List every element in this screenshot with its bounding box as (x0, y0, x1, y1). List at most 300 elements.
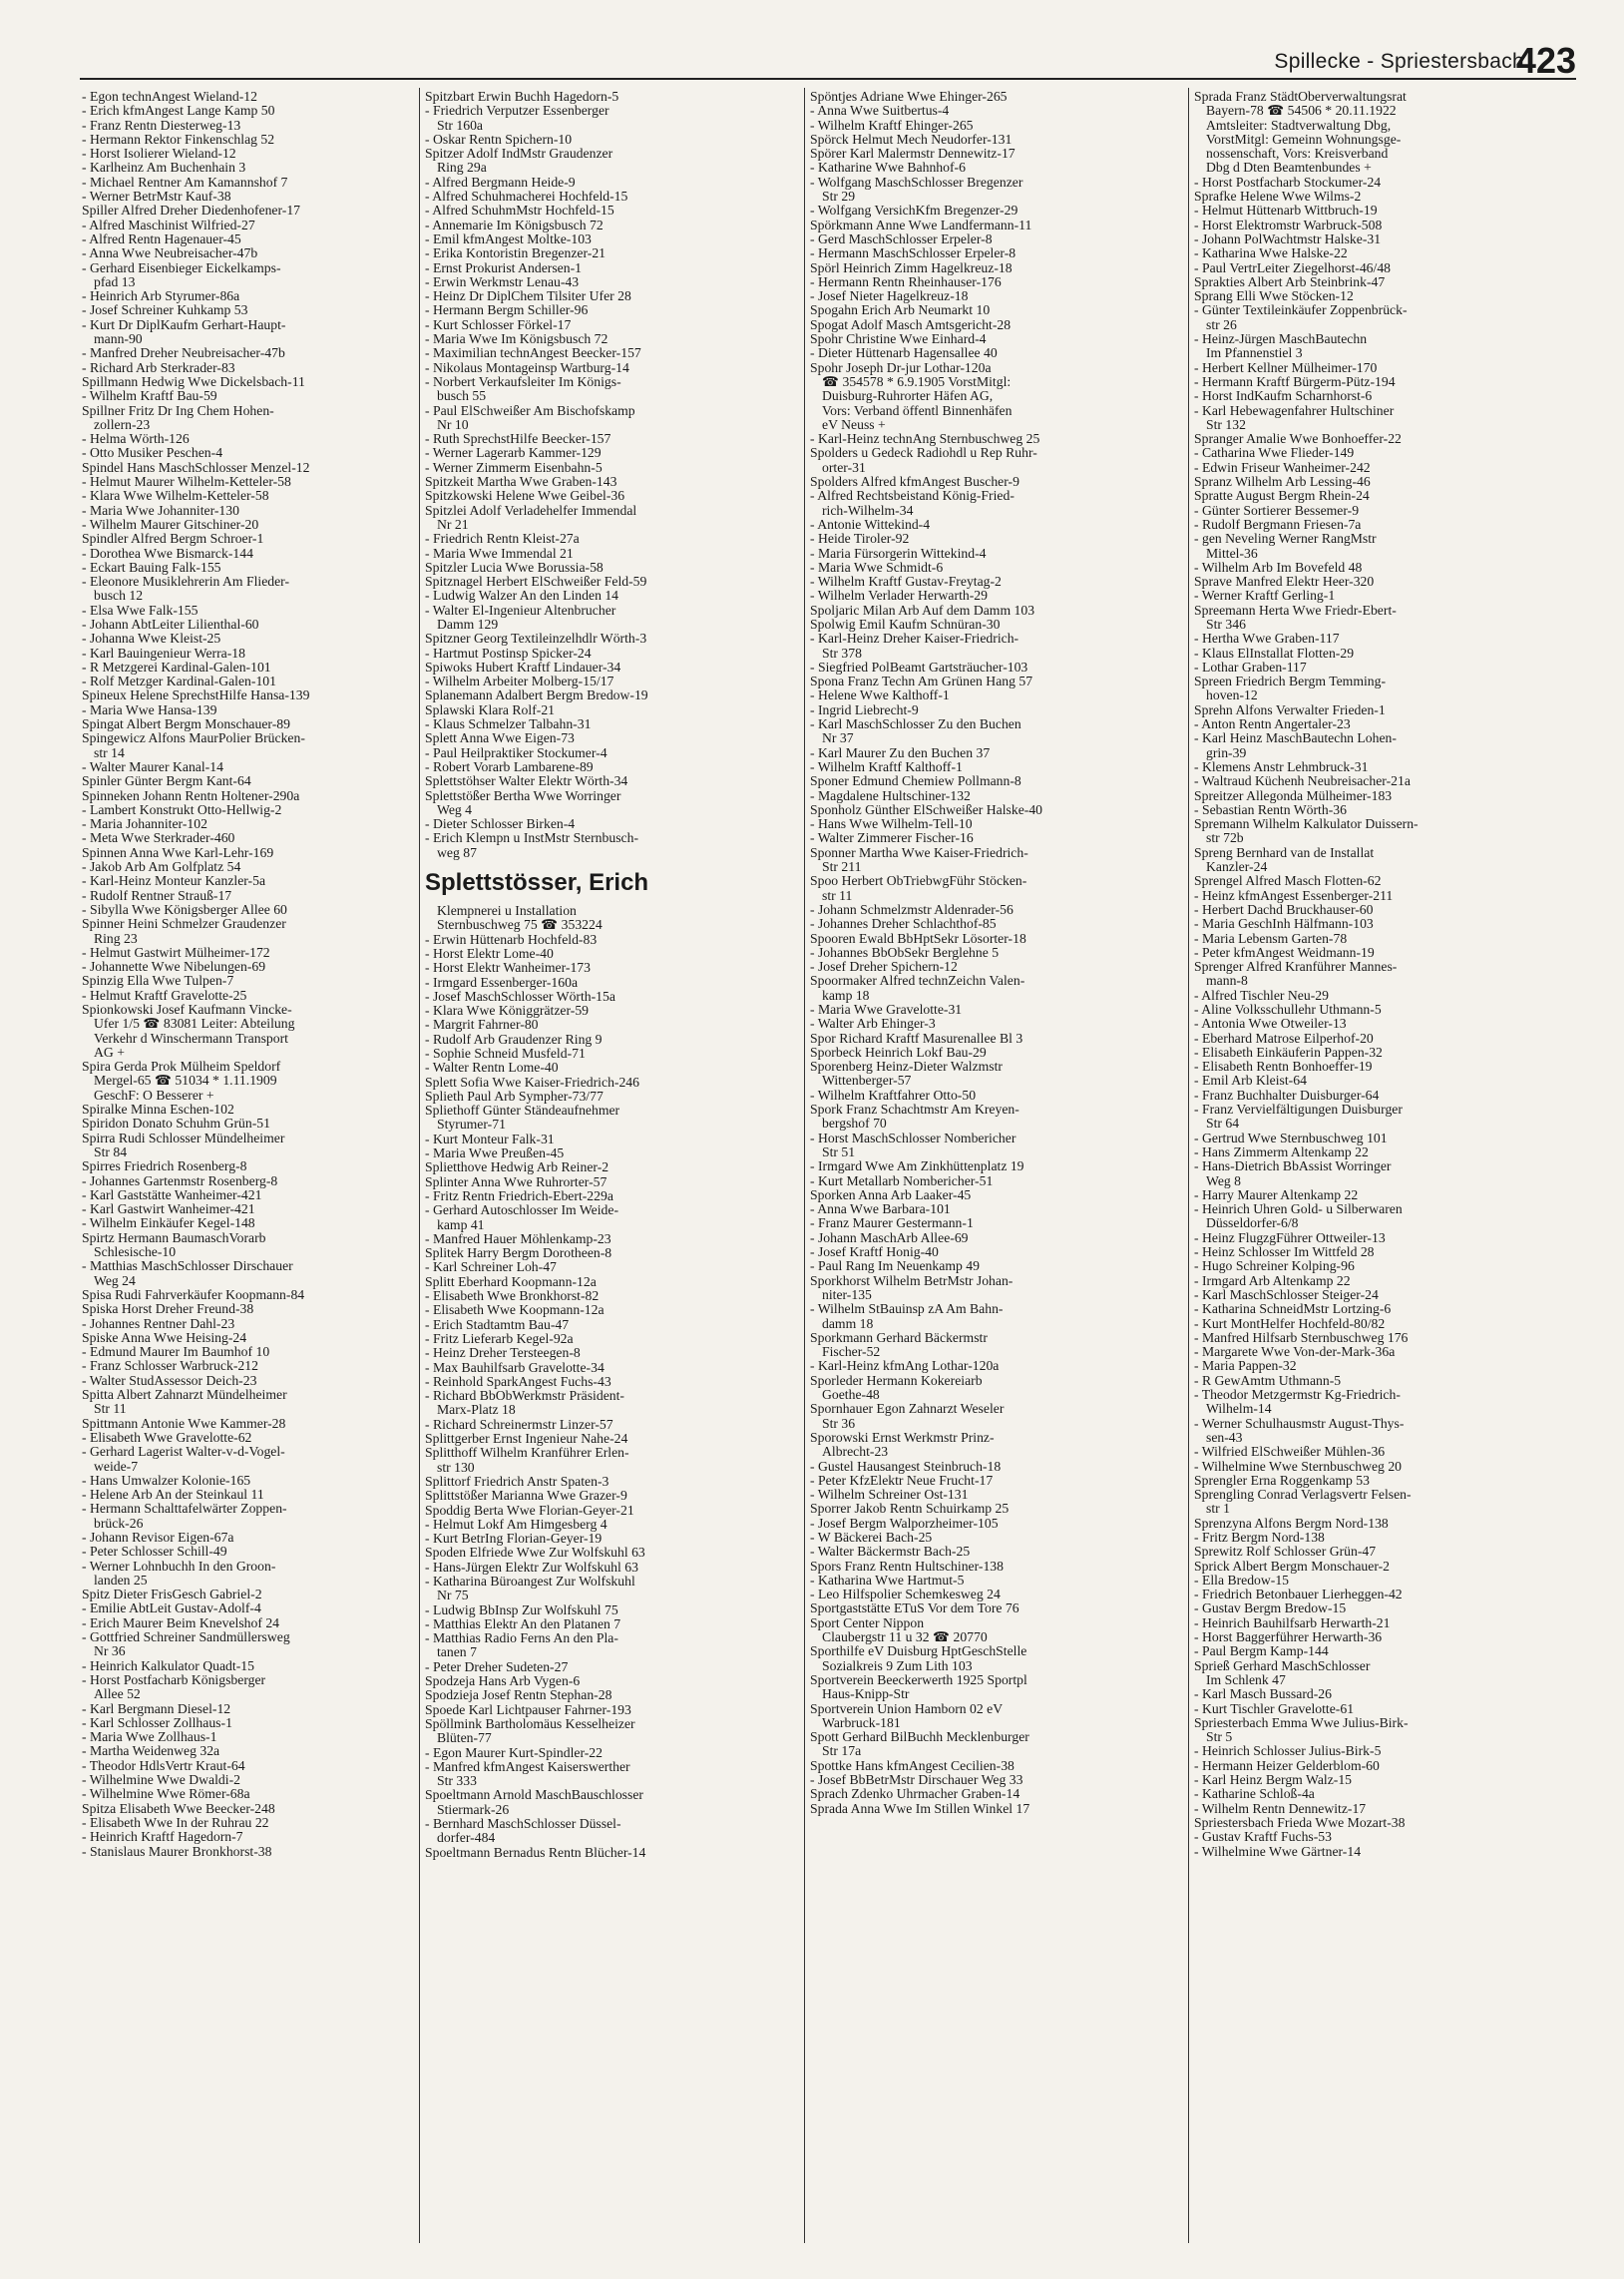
entry-continuation: Nr 37 (822, 731, 854, 746)
directory-entry: - Karl Heinz MaschBautechn Lohen- (1194, 731, 1397, 746)
entry-continuation: Allee 52 (94, 1687, 141, 1702)
directory-entry: - Elisabeth Einkäuferin Pappen-32 (1194, 1045, 1383, 1060)
running-title: Spillecke - Spriestersbach (1274, 50, 1524, 73)
directory-entry: Sprada Anna Wwe Im Stillen Winkel 17 (810, 1801, 1030, 1816)
directory-entry: - Wilhelmine Wwe Sternbuschweg 20 (1194, 1459, 1403, 1474)
directory-entry: - Eckart Bauing Falk-155 (82, 560, 221, 575)
directory-entry: - Edmund Maurer Im Baumhof 10 (82, 1345, 270, 1360)
directory-entry: - Walter Maurer Kanal-14 (82, 759, 223, 774)
directory-entry: - Peter Schlosser Schill-49 (82, 1545, 227, 1560)
directory-entry: - Nikolaus Montageinsp Wartburg-14 (425, 360, 629, 375)
entry-continuation: mann-8 (1206, 974, 1248, 989)
directory-entry: Splitt Eberhard Koopmann-12a (425, 1274, 597, 1289)
directory-entry: Sprenger Alfred Kranführer Mannes- (1194, 960, 1398, 975)
directory-entry: Spoormaker Alfred technZeichn Valen- (810, 974, 1025, 989)
directory-entry: - Karl-Heinz Dreher Kaiser-Friedrich- (810, 632, 1019, 647)
directory-entry: Spoddig Berta Wwe Florian-Geyer-21 (425, 1503, 634, 1518)
directory-entry: Splitek Harry Bergm Dorotheen-8 (425, 1246, 612, 1261)
entry-continuation: Vors: Verband öffentl Binnenhäfen (822, 403, 1013, 418)
directory-entry: - Herbert Dachd Bruckhauser-60 (1194, 902, 1374, 917)
directory-entry: - Wilhelm StBauinsp zA Am Bahn- (810, 1302, 1004, 1317)
directory-entry: - Maria Johanniter-102 (82, 817, 207, 832)
directory-entry: - Rudolf Rentner Strauß-17 (82, 888, 232, 903)
directory-entry: Sprach Zdenko Uhrmacher Graben-14 (810, 1787, 1020, 1802)
directory-entry: - Wilhelm Verlader Herwarth-29 (810, 589, 988, 604)
directory-entry: Sporbeck Heinrich Lokf Bau-29 (810, 1045, 987, 1060)
directory-entry: - Heinrich Schlosser Julius-Birk-5 (1194, 1744, 1382, 1759)
directory-entry: - Heinrich Kraftf Hagedorn-7 (82, 1830, 243, 1845)
directory-entry: - Jakob Arb Am Golfplatz 54 (82, 860, 241, 875)
directory-entry: - Wilhelm Kraftf Gustav-Freytag-2 (810, 575, 1002, 590)
directory-entry: Spona Franz Techn Am Grünen Hang 57 (810, 675, 1033, 689)
directory-entry: - Erwin Werkmstr Lenau-43 (425, 274, 580, 289)
directory-entry: Spooren Ewald BbHptSekr Lösorter-18 (810, 931, 1026, 946)
directory-entry: - Sibylla Wwe Königsberger Allee 60 (82, 902, 287, 917)
directory-entry: Spitzner Georg Textileinzelhdlr Wörth-3 (425, 632, 647, 647)
directory-entry: - Siegfried PolBeamt Gartsträucher-103 (810, 660, 1028, 675)
directory-entry: - Alfred Maschinist Wilfried-27 (82, 218, 255, 232)
directory-entry: Splettstöhser Walter Elektr Wörth-34 (425, 774, 628, 789)
entry-continuation: Amtsleiter: Stadtverwaltung Dbg, (1206, 118, 1392, 133)
directory-entry: - Maria Wwe Johanniter-130 (82, 503, 239, 518)
directory-entry: - Gerhard Lagerist Walter-v-d-Vogel- (82, 1445, 285, 1460)
directory-entry: - Paul Heilpraktiker Stockumer-4 (425, 745, 608, 760)
directory-entry: Sponer Edmund Chemiew Pollmann-8 (810, 774, 1021, 789)
directory-entry: Sprenzyna Alfons Bergm Nord-138 (1194, 1516, 1389, 1531)
directory-entry: - Irmgard Essenberger-160a (425, 975, 579, 990)
entry-continuation: Blüten-77 (437, 1731, 492, 1746)
directory-entry: - Ludwig Walzer An den Linden 14 (425, 589, 619, 604)
directory-column-3 (810, 90, 1193, 2250)
entry-continuation: Albrecht-23 (822, 1445, 889, 1460)
directory-entry: Spinzig Ella Wwe Tulpen-7 (82, 974, 234, 989)
directory-entry: Spohr Joseph Dr-jur Lothar-120a (810, 360, 992, 375)
directory-entry: - Margarete Wwe Von-der-Mark-36a (1194, 1345, 1396, 1360)
directory-entry: - Johannes Gartenmstr Rosenberg-8 (82, 1173, 278, 1188)
directory-entry: - Helmut Gastwirt Mülheimer-172 (82, 945, 270, 960)
directory-entry: - Erich Stadtamtm Bau-47 (425, 1317, 570, 1332)
directory-entry: Spriestersbach Frieda Wwe Mozart-38 (1194, 1815, 1406, 1830)
page-header (0, 0, 1624, 80)
directory-entry: Spirra Rudi Schlosser Mündelheimer (82, 1131, 285, 1145)
directory-entry: Sporleder Hermann Kokereiarb (810, 1373, 983, 1388)
directory-entry: Spreen Friedrich Bergm Temming- (1194, 675, 1387, 689)
directory-entry: Sportgaststätte ETuS Vor dem Tore 76 (810, 1601, 1019, 1616)
entry-continuation: Styrumer-71 (437, 1118, 506, 1133)
directory-entry: Spillmann Hedwig Wwe Dickelsbach-11 (82, 374, 305, 389)
entry-continuation: Str 346 (1206, 617, 1246, 632)
directory-entry: Spolwig Emil Kaufm Schnüran-30 (810, 617, 1001, 632)
directory-entry: Spoo Herbert ObTriebwgFühr Stöcken- (810, 874, 1027, 889)
entry-continuation: str 11 (822, 888, 853, 903)
directory-entry: Spoljaric Milan Arb Auf dem Damm 103 (810, 603, 1035, 618)
directory-entry: Splittstößer Marianna Wwe Grazer-9 (425, 1489, 627, 1504)
directory-entry: Spitz Dieter FrisGesch Gabriel-2 (82, 1588, 262, 1602)
directory-entry: - Josef Dreher Spichern-12 (810, 960, 958, 975)
directory-entry: Spork Franz Schachtmstr Am Kreyen- (810, 1103, 1019, 1118)
directory-entry: - Kurt Metallarb Nombericher-51 (810, 1173, 994, 1188)
entry-continuation: Str 29 (822, 190, 856, 205)
directory-entry: - Horst Baggerführer Herwarth-36 (1194, 1630, 1383, 1645)
entry-continuation: Mittel-36 (1206, 546, 1258, 561)
directory-entry: - Werner Kraftf Gerling-1 (1194, 589, 1336, 604)
directory-entry: Spingat Albert Bergm Monschauer-89 (82, 717, 290, 732)
directory-entry: - Karlheinz Am Buchenhain 3 (82, 161, 246, 176)
directory-entry: Spitzkowski Helene Wwe Geibel-36 (425, 489, 625, 504)
directory-entry: - Walter Arb Ehinger-3 (810, 1017, 936, 1032)
directory-entry: - Herbert Kellner Mülheimer-170 (1194, 360, 1378, 375)
entry-continuation: Str 84 (94, 1144, 128, 1159)
directory-entry: - Ernst Prokurist Andersen-1 (425, 260, 583, 275)
entry-continuation: Düsseldorfer-6/8 (1206, 1216, 1299, 1231)
entry-continuation: ☎ 354578 * 6.9.1905 VorstMitgl: (822, 374, 1012, 389)
directory-entry: - Walter Bäckermstr Bach-25 (810, 1545, 971, 1560)
directory-entry: Spodzieja Josef Rentn Stephan-28 (425, 1688, 612, 1703)
directory-entry: - Erich Maurer Beim Knevelshof 24 (82, 1615, 280, 1630)
entry-continuation: nossenschaft, Vors: Kreisverband (1206, 147, 1389, 162)
directory-entry: Spliethoff Günter Ständeaufnehmer (425, 1104, 620, 1119)
directory-entry: Spiridon Donato Schuhm Grün-51 (82, 1117, 270, 1132)
entry-continuation: Haus-Knipp-Str (822, 1687, 910, 1702)
directory-entry: - Wilhelm Schreiner Ost-131 (810, 1488, 969, 1503)
entry-continuation: Str 5 (1206, 1730, 1233, 1745)
directory-entry: - Alfred Bergmann Heide-9 (425, 175, 576, 190)
entry-continuation: Nr 10 (437, 417, 469, 432)
directory-entry: - Ella Bredow-15 (1194, 1573, 1290, 1588)
entry-continuation: Bayern-78 ☎ 54506 * 20.11.1922 (1206, 104, 1397, 119)
directory-entry: - Klaus Schmelzer Talbahn-31 (425, 717, 592, 732)
directory-entry: - Paul VertrLeiter Ziegelhorst-46/48 (1194, 260, 1392, 275)
directory-entry: Sprewitz Rolf Schlosser Grün-47 (1194, 1545, 1377, 1560)
directory-entry: - Werner Zimmerm Eisenbahn-5 (425, 460, 603, 475)
directory-entry: - Karl Schreiner Loh-47 (425, 1260, 557, 1275)
directory-entry: - Franz Rentn Diesterweg-13 (82, 118, 241, 133)
directory-entry: Spor Richard Kraftf Masurenallee Bl 3 (810, 1031, 1023, 1046)
directory-entry: - Robert Vorarb Lambarene-89 (425, 759, 594, 774)
directory-entry: - Catharina Wwe Flieder-149 (1194, 446, 1355, 461)
directory-entry: Spreemann Herta Wwe Friedr-Ebert- (1194, 603, 1397, 618)
directory-entry: Splettstößer Bertha Wwe Worringer (425, 788, 621, 803)
entry-continuation: weg 87 (437, 845, 477, 860)
directory-entry: - Paul Rang Im Neuenkamp 49 (810, 1259, 980, 1274)
directory-entry: - Sophie Schneid Musfeld-71 (425, 1047, 586, 1061)
entry-continuation: landen 25 (94, 1573, 148, 1588)
directory-column-1 (82, 90, 465, 2250)
entry-continuation: hoven-12 (1206, 688, 1258, 703)
directory-entry: - Emil kfmAngest Moltke-103 (425, 231, 592, 246)
directory-entry: - Johannes Rentner Dahl-23 (82, 1316, 235, 1331)
entry-continuation: Str 160a (437, 118, 484, 133)
directory-entry: - Karl MaschSchlosser Steiger-24 (1194, 1287, 1379, 1302)
directory-entry: Sponholz Günther ElSchweißer Halske-40 (810, 802, 1043, 817)
directory-entry: - Matthias Elektr An den Platanen 7 (425, 1616, 621, 1631)
directory-entry: - Hans Umwalzer Kolonie-165 (82, 1473, 251, 1488)
directory-entry: - Anna Wwe Suitbertus-4 (810, 104, 950, 119)
directory-column-2 (425, 90, 808, 2250)
directory-entry: - Maria Pappen-32 (1194, 1359, 1297, 1374)
directory-entry: Sporowski Ernst Werkmstr Prinz- (810, 1430, 995, 1445)
directory-entry: Spodzeja Hans Arb Vygen-6 (425, 1674, 581, 1689)
entry-continuation: Wittenberger-57 (822, 1074, 912, 1089)
directory-entry: - Wilhelm Kraftf Ehinger-265 (810, 118, 974, 133)
directory-entry: - Karl MaschSchlosser Zu den Buchen (810, 717, 1021, 732)
directory-entry: - Karl Maurer Zu den Buchen 37 (810, 745, 991, 760)
directory-entry: - Sebastian Rentn Wörth-36 (1194, 802, 1347, 817)
directory-entry: - Helene Arb An der Steinkaul 11 (82, 1488, 264, 1503)
directory-entry: - Elsa Wwe Falk-155 (82, 603, 199, 618)
directory-entry: Sprada Franz StädtOberverwaltungsrat (1194, 90, 1407, 104)
directory-entry: - Horst Postfacharb Königsberger (82, 1672, 266, 1687)
entry-continuation: Duisburg-Ruhrorter Häfen AG, (822, 389, 994, 404)
directory-entry: - Johannes BbObSekr Berglehne 5 (810, 945, 1000, 960)
directory-entry: - Helma Wörth-126 (82, 432, 190, 447)
directory-entry: - Hans Zimmerm Altenkamp 22 (1194, 1144, 1369, 1159)
directory-entry: - Hertha Wwe Graben-117 (1194, 632, 1340, 647)
entry-continuation: Weg 24 (94, 1273, 136, 1288)
directory-entry: - Stanislaus Maurer Bronkhorst-38 (82, 1844, 272, 1859)
directory-entry: Spranz Wilhelm Arb Lessing-46 (1194, 475, 1371, 490)
entry-continuation: zollern-23 (94, 417, 151, 432)
directory-entry: - Kurt Schlosser Förkel-17 (425, 317, 572, 332)
entry-continuation: Mergel-65 ☎ 51034 * 1.11.1909 (94, 1074, 277, 1089)
directory-entry: - Heinz FlugzgFührer Ottweiler-13 (1194, 1230, 1386, 1245)
directory-entry: Sporkhorst Wilhelm BetrMstr Johan- (810, 1273, 1014, 1288)
directory-entry: - Horst Postfacharb Stockumer-24 (1194, 175, 1382, 190)
directory-entry: - Hermann Kraftf Bürgerm-Pütz-194 (1194, 374, 1396, 389)
directory-entry: Splinter Anna Wwe Ruhrorter-57 (425, 1174, 608, 1189)
entry-continuation: busch 12 (94, 589, 144, 604)
directory-entry: Spiska Horst Dreher Freund-38 (82, 1302, 254, 1317)
directory-entry: - Gottfried Schreiner Sandmüllersweg (82, 1630, 290, 1645)
directory-entry: - Katharina Büroangest Zur Wolfskuhl (425, 1574, 635, 1589)
directory-entry: - Elisabeth Wwe Koopmann-12a (425, 1303, 605, 1318)
entry-continuation: Sternbuschweg 75 ☎ 353224 (437, 918, 603, 933)
directory-entry: - Karl Schlosser Zollhaus-1 (82, 1715, 232, 1730)
header-rule (80, 78, 1576, 80)
directory-entry: - Ruth SprechstHilfe Beecker-157 (425, 432, 611, 447)
directory-entry: - Hermann Heizer Gelderblom-60 (1194, 1758, 1380, 1773)
directory-entry: - Anna Wwe Barbara-101 (810, 1202, 951, 1217)
directory-entry: - Kurt Tischler Gravelotte-61 (1194, 1701, 1355, 1716)
listing-heading: Splettstösser, Erich (425, 869, 649, 897)
directory-entry: - Wilhelm Kraftf Kalthoff-1 (810, 759, 963, 774)
directory-entry: Sporrer Jakob Rentn Schuirkamp 25 (810, 1502, 1010, 1517)
directory-entry: - Walter El-Ingenieur Altenbrucher (425, 603, 616, 618)
directory-entry: Spitzer Adolf IndMstr Graudenzer (425, 147, 613, 162)
entry-continuation: Claubergstr 11 u 32 ☎ 20770 (822, 1630, 988, 1645)
directory-entry: - Hans-Dietrich BbAssist Worringer (1194, 1159, 1392, 1174)
directory-entry: - Gerhard Eisenbieger Eickelkamps- (82, 260, 281, 275)
directory-entry: Spöllmink Bartholomäus Kesselheizer (425, 1716, 635, 1731)
entry-continuation: str 130 (437, 1460, 475, 1475)
directory-entry: - Rudolf Arb Graudenzer Ring 9 (425, 1032, 603, 1047)
directory-entry: - Horst Elektromstr Warbruck-508 (1194, 218, 1383, 232)
directory-entry: - Franz Schlosser Warbruck-212 (82, 1359, 258, 1374)
directory-entry: - Antonie Wittekind-4 (810, 517, 931, 532)
directory-entry: - Martha Weidenweg 32a (82, 1744, 220, 1759)
directory-entry: - Horst Elektr Lome-40 (425, 946, 554, 961)
directory-entry: - Maria Fürsorgerin Wittekind-4 (810, 546, 987, 561)
directory-entry: - Hugo Schreiner Kolping-96 (1194, 1259, 1355, 1274)
entry-continuation: dorfer-484 (437, 1831, 496, 1846)
directory-entry: - Magdalene Hultschiner-132 (810, 788, 971, 803)
directory-entry: - Heinz-Jürgen MaschBautechn (1194, 332, 1368, 347)
directory-entry: - Erwin Hüttenarb Hochfeld-83 (425, 932, 598, 947)
directory-entry: Spinler Günter Bergm Kant-64 (82, 774, 251, 789)
directory-entry: - Richard Arb Sterkrader-83 (82, 360, 235, 375)
directory-entry: - Horst Isolierer Wieland-12 (82, 147, 236, 162)
entry-continuation: Goethe-48 (822, 1388, 880, 1403)
directory-entry: Spiller Alfred Dreher Diedenhofener-17 (82, 204, 301, 219)
directory-entry: - Johanna Wwe Kleist-25 (82, 632, 221, 647)
entry-continuation: Stiermark-26 (437, 1802, 510, 1817)
directory-entry: - Franz Vervielfältigungen Duisburger (1194, 1103, 1403, 1118)
directory-entry: - Antonia Wwe Otweiler-13 (1194, 1017, 1347, 1032)
entry-continuation: str 14 (94, 745, 125, 760)
directory-entry: Spinneken Johann Rentn Holtener-290a (82, 788, 300, 803)
directory-entry: - Werner Schulhausmstr August-Thys- (1194, 1416, 1405, 1431)
directory-entry: - Helmut Hüttenarb Wittbruch-19 (1194, 204, 1378, 219)
entry-continuation: str 72b (1206, 831, 1244, 846)
directory-entry: Spremann Wilhelm Kalkulator Duissern- (1194, 817, 1419, 832)
directory-entry: - Johann PolWachtmstr Halske-31 (1194, 231, 1382, 246)
directory-entry: Spillner Fritz Dr Ing Chem Hohen- (82, 403, 274, 418)
directory-entry: - Paul ElSchweißer Am Bischofskamp (425, 403, 635, 418)
directory-entry: - Klaus ElInstallat Flotten-29 (1194, 646, 1355, 661)
directory-entry: - Heinrich Arb Styrumer-86a (82, 289, 240, 304)
entry-continuation: Dbg d Dten Beamtenbundes + (1206, 161, 1372, 176)
directory-entry: - Wilhelm Arbeiter Molberg-15/17 (425, 675, 614, 689)
directory-entry: Spörer Karl Malermstr Dennewitz-17 (810, 147, 1015, 162)
directory-entry: - Heinrich Uhren Gold- u Silberwaren (1194, 1202, 1403, 1217)
directory-entry: - Manfred kfmAngest Kaiserswerther (425, 1759, 630, 1774)
directory-entry: Spitzlei Adolf Verladehelfer Immendal (425, 503, 637, 518)
directory-entry: - Wilhelm Arb Im Bovefeld 48 (1194, 560, 1363, 575)
directory-entry: Spitzkeit Martha Wwe Graben-143 (425, 475, 617, 490)
directory-entry: Spitta Albert Zahnarzt Mündelheimer (82, 1388, 287, 1403)
directory-entry: - R GewAmtm Uthmann-5 (1194, 1373, 1342, 1388)
entry-continuation: Nr 36 (94, 1644, 126, 1659)
entry-continuation: Str 11 (94, 1402, 127, 1417)
directory-entry: - Irmgard Wwe Am Zinkhüttenplatz 19 (810, 1159, 1024, 1174)
directory-entry: Sprakties Albert Arb Steinbrink-47 (1194, 274, 1386, 289)
entry-continuation: Damm 129 (437, 617, 499, 632)
directory-entry: - Margrit Fahrner-80 (425, 1018, 539, 1033)
directory-entry: - Kurt Dr DiplKaufm Gerhart-Haupt- (82, 317, 286, 332)
directory-entry: Spoden Elfriede Wwe Zur Wolfskuhl 63 (425, 1546, 645, 1561)
directory-entry: - Hermann MaschSchlosser Erpeler-8 (810, 246, 1016, 261)
directory-entry: Spörkmann Anne Wwe Landfermann-11 (810, 218, 1032, 232)
directory-entry: Sporkmann Gerhard Bäckermstr (810, 1330, 988, 1345)
directory-entry: - Karl Gaststätte Wanheimer-421 (82, 1187, 262, 1202)
entry-continuation: busch 55 (437, 389, 487, 404)
directory-entry: Splieth Paul Arb Sympher-73/77 (425, 1089, 604, 1104)
directory-entry: Sporken Anna Arb Laaker-45 (810, 1187, 972, 1202)
directory-entry: - Gustav Bergm Bredow-15 (1194, 1601, 1347, 1616)
page-number: 423 (1515, 40, 1576, 81)
directory-entry: - Walter StudAssessor Deich-23 (82, 1373, 257, 1388)
entry-continuation: mann-90 (94, 332, 143, 347)
directory-entry: - Elisabeth Rentn Bonhoeffer-19 (1194, 1060, 1373, 1075)
directory-entry: - Wilhelm Rentn Dennewitz-17 (1194, 1801, 1367, 1816)
directory-entry: - Heinrich Kalkulator Quadt-15 (82, 1658, 254, 1673)
directory-entry: - Bernhard MaschSchlosser Düssel- (425, 1817, 621, 1832)
directory-entry: - Eberhard Matrose Eilperhof-20 (1194, 1031, 1374, 1046)
directory-entry: - Werner Lohnbuchh In den Groon- (82, 1559, 276, 1574)
directory-entry: - Lothar Graben-117 (1194, 660, 1307, 675)
entry-continuation: Str 36 (822, 1416, 856, 1431)
directory-entry: - Michael Rentner Am Kamannshof 7 (82, 175, 288, 190)
directory-entry: - Hartmut Postinsp Spicker-24 (425, 646, 592, 661)
directory-entry: - Norbert Verkaufsleiter Im Königs- (425, 374, 621, 389)
directory-entry: Spornhauer Egon Zahnarzt Weseler (810, 1402, 1005, 1417)
directory-entry: - Klara Wwe Wilhelm-Ketteler-58 (82, 489, 269, 504)
directory-entry: - Wilhelmine Wwe Gärtner-14 (1194, 1844, 1362, 1859)
directory-entry: Sprick Albert Bergm Monschauer-2 (1194, 1559, 1391, 1574)
entry-continuation: tanen 7 (437, 1645, 477, 1660)
entry-continuation: Im Schlenk 47 (1206, 1672, 1286, 1687)
directory-entry: - Egon Maurer Kurt-Spindler-22 (425, 1745, 603, 1760)
directory-entry: Splanemann Adalbert Bergm Bredow-19 (425, 688, 648, 703)
directory-entry: - Ingrid Liebrecht-9 (810, 702, 919, 717)
directory-entry: - Wolfgang MaschSchlosser Bregenzer (810, 175, 1023, 190)
directory-entry: - Theodor Metzgermstr Kg-Friedrich- (1194, 1388, 1401, 1403)
directory-entry: Spitzler Lucia Wwe Borussia-58 (425, 560, 604, 575)
directory-entry: - Oskar Rentn Spichern-10 (425, 132, 573, 147)
directory-entry: - Edwin Friseur Wanheimer-242 (1194, 460, 1371, 475)
directory-entry: - Annemarie Im Königsbusch 72 (425, 218, 604, 232)
directory-entry: - Friedrich Verputzer Essenberger (425, 104, 609, 119)
directory-entry: - Maria Wwe Schmidt-6 (810, 560, 944, 575)
directory-entry: - gen Neveling Werner RangMstr (1194, 532, 1377, 547)
entry-continuation: pfad 13 (94, 274, 136, 289)
directory-entry: Spindler Alfred Bergm Schroer-1 (82, 532, 264, 547)
directory-entry: Spoede Karl Lichtpauser Fahrner-193 (425, 1702, 631, 1717)
entry-continuation: eV Neuss + (822, 417, 886, 432)
entry-continuation: orter-31 (822, 460, 866, 475)
entry-continuation: rich-Wilhelm-34 (822, 503, 914, 518)
directory-entry: - Leo Hilfspolier Schemkesweg 24 (810, 1588, 1001, 1602)
directory-entry: - Josef MaschSchlosser Wörth-15a (425, 989, 615, 1004)
directory-entry: Sportverein Union Hamborn 02 eV (810, 1701, 1004, 1716)
entry-continuation: AG + (94, 1045, 125, 1060)
directory-entry: Splett Anna Wwe Eigen-73 (425, 731, 575, 746)
directory-entry: - Anton Rentn Angertaler-23 (1194, 717, 1351, 732)
directory-entry: - Klara Wwe Königgrätzer-59 (425, 1004, 590, 1019)
directory-entry: Sprave Manfred Elektr Heer-320 (1194, 575, 1375, 590)
directory-entry: - Aline Volksschullehr Uthmann-5 (1194, 1003, 1382, 1017)
directory-entry: - Lambert Konstrukt Otto-Hellwig-2 (82, 802, 282, 817)
directory-entry: - Wolfgang VersichKfm Bregenzer-29 (810, 204, 1018, 219)
directory-entry: Spindel Hans MaschSchlosser Menzel-12 (82, 460, 310, 475)
directory-entry: - Fritz Bergm Nord-138 (1194, 1530, 1325, 1545)
directory-entry: - Harry Maurer Altenkamp 22 (1194, 1187, 1359, 1202)
directory-entry: Spörl Heinrich Zimm Hagelkreuz-18 (810, 260, 1013, 275)
directory-entry: Sprengling Conrad Verlagsvertr Felsen- (1194, 1488, 1412, 1503)
directory-entry: Spriesterbach Emma Wwe Julius-Birk- (1194, 1715, 1409, 1730)
directory-entry: - Karl Hebewagenfahrer Hultschiner (1194, 403, 1395, 418)
directory-entry: - Manfred Hauer Möhlenkamp-23 (425, 1231, 611, 1246)
directory-entry: - Alfred Tischler Neu-29 (1194, 988, 1329, 1003)
directory-entry: Spingewicz Alfons MaurPolier Brücken- (82, 731, 305, 746)
directory-entry: - Klemens Anstr Lehmbruck-31 (1194, 759, 1369, 774)
directory-entry: - Katharina SchneidMstr Lortzing-6 (1194, 1302, 1392, 1317)
entry-continuation: Kanzler-24 (1206, 860, 1268, 875)
directory-entry: - Karl Bergmann Diesel-12 (82, 1701, 231, 1716)
directory-entry: - Alfred Rechtsbeistand König-Fried- (810, 489, 1015, 504)
directory-entry: - Rudolf Bergmann Friesen-7a (1194, 517, 1362, 532)
directory-entry: Sprieß Gerhard MaschSchlosser (1194, 1658, 1371, 1673)
